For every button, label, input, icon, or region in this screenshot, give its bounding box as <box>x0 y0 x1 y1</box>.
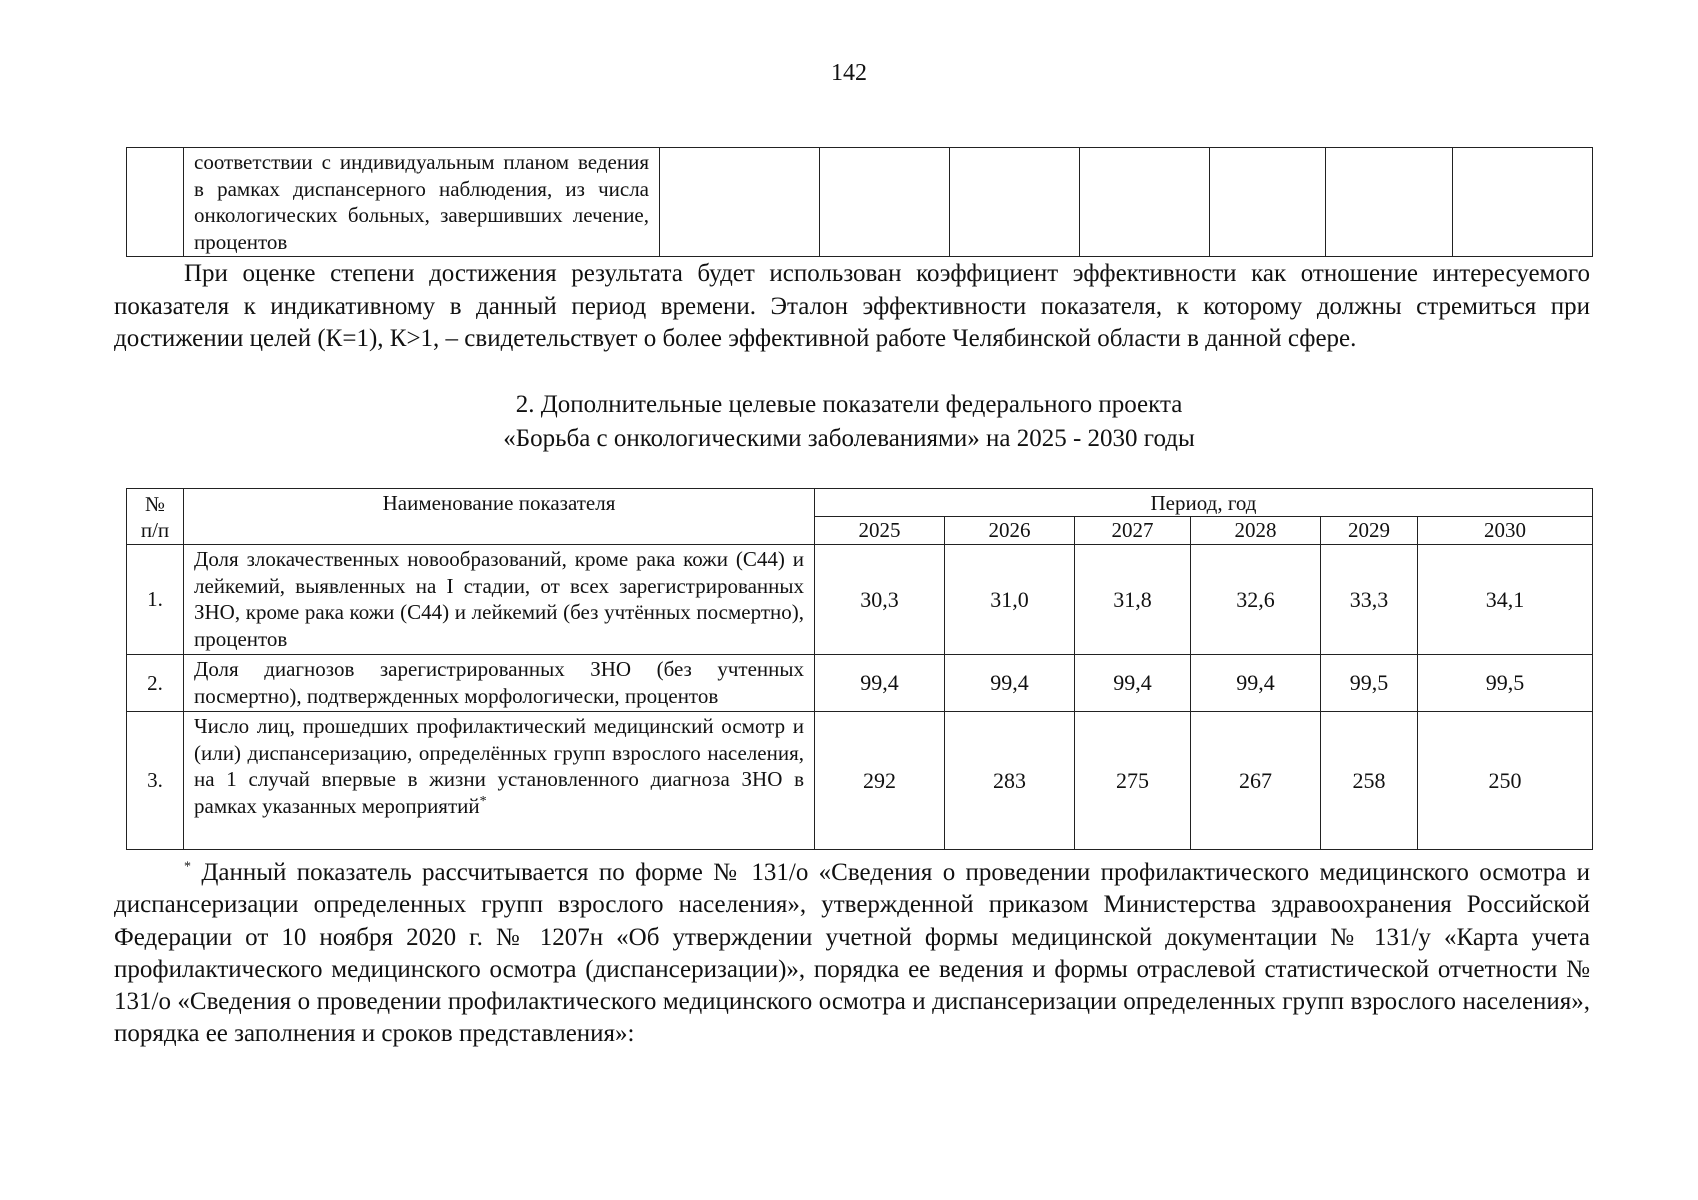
footnote-mark: * <box>184 859 191 875</box>
row-number: 2. <box>127 655 184 712</box>
value-2025: 30,3 <box>815 545 945 655</box>
indicator-name-cell <box>184 712 815 850</box>
table-row <box>127 148 1593 257</box>
value-2027: 275 <box>1075 712 1191 850</box>
table-row <box>127 655 1593 712</box>
value-cell <box>660 148 820 257</box>
header-year: 2030 <box>1418 517 1593 545</box>
value-2026: 99,4 <box>945 655 1075 712</box>
assessment-paragraph <box>114 258 1590 356</box>
value-cell <box>1326 148 1453 257</box>
value-cell <box>1080 148 1210 257</box>
table-header-row <box>127 489 1593 517</box>
footnote <box>114 857 1590 1051</box>
indicator-name-cell <box>184 148 660 257</box>
value-2025: 292 <box>815 712 945 850</box>
value-2030: 250 <box>1418 712 1593 850</box>
value-cell <box>820 148 950 257</box>
table-row <box>127 712 1593 850</box>
section-title-line1: 2. Дополнительные целевые показатели федерального проекта <box>515 391 1183 418</box>
value-2029: 258 <box>1321 712 1418 850</box>
row-number: 1. <box>127 545 184 655</box>
indicator-name: Доля злокачественных новообразований, кроме рака кожи (С44) и лейкемий, выявленных на I стадии, от всех зарегистрированных ЗНО, кроме рака кожи (С44) и лейкемий (без учтённых посмертно), процентов <box>184 545 815 655</box>
value-2027: 31,8 <box>1075 545 1191 655</box>
value-2030: 99,5 <box>1418 655 1593 712</box>
value-2028: 32,6 <box>1191 545 1321 655</box>
footnote-mark: * <box>479 793 487 809</box>
value-2029: 99,5 <box>1321 655 1418 712</box>
value-2027: 99,4 <box>1075 655 1191 712</box>
table-row <box>127 545 1593 655</box>
header-year: 2028 <box>1191 517 1321 545</box>
footnote-text: Данный показатель рассчитывается по форме № 131/о «Сведения о проведении профилактического медицинского осмотра и диспансеризации определенных групп взрослого населения», утвержденной приказом Министерства здравоохранения Российской Федерации от 10 ноября 2020 г. № 1207н «Об утверждении учетной формы медицинской документации № 131/у «Карта учета профилактического медицинского осмотра (диспансеризации)», порядка ее ведения и формы отраслевой статистической отчетности № 131/о «Сведения о проведении профилактического медицинского осмотра и диспансеризации определенных групп взрослого населения», порядка ее заполнения и сроков представления»: <box>114 859 1591 1048</box>
row-number-cell <box>127 148 184 257</box>
header-indicator-name: Наименование показателя <box>184 489 815 545</box>
value-2029: 33,3 <box>1321 545 1418 655</box>
value-2030: 34,1 <box>1418 545 1593 655</box>
header-year: 2027 <box>1075 517 1191 545</box>
indicators-table <box>126 488 1593 850</box>
value-2028: 267 <box>1191 712 1321 850</box>
header-year: 2029 <box>1321 517 1418 545</box>
value-cell <box>1210 148 1326 257</box>
header-year: 2025 <box>815 517 945 545</box>
header-period: Период, год <box>815 489 1593 517</box>
header-year: 2026 <box>945 517 1075 545</box>
value-cell <box>950 148 1080 257</box>
value-2026: 31,0 <box>945 545 1075 655</box>
header-row-number: № п/п <box>127 489 184 545</box>
indicator-name: Доля диагнозов зарегистрированных ЗНО (без учтенных посмертно), подтвержденных морфологически, процентов <box>184 655 815 712</box>
value-2028: 99,4 <box>1191 655 1321 712</box>
section-title-line2: «Борьба с онкологическими заболеваниями» на 2025 - 2030 годы <box>503 425 1195 452</box>
indicator-name: соответствии с индивидуальным планом ведения в рамках диспансерного наблюдения, из числа онкологических больных, завершивших лечение, процентов <box>194 150 649 254</box>
indicator-name: Число лиц, прошедших профилактический медицинский осмотр и (или) диспансеризацию, определённых групп взрослого населения, на 1 случай впервые в жизни установленного диагноза ЗНО в рамках указанных мероприятий <box>194 714 804 818</box>
value-2026: 283 <box>945 712 1075 850</box>
assessment-text: При оценке степени достижения результата будет использован коэффициент эффективности как отношение интересуемого показателя к индикативному в данный период времени. Эталон эффективности показателя, к которому должны стремиться при достижении целей (К=1), К>1, – свидетельствует о более эффективной работе Челябинской области в данной сфере. <box>114 260 1590 352</box>
row-number: 3. <box>127 712 184 850</box>
value-cell <box>1453 148 1593 257</box>
value-2025: 99,4 <box>815 655 945 712</box>
continuation-table <box>126 147 1593 257</box>
page-number: 142 <box>831 60 867 86</box>
